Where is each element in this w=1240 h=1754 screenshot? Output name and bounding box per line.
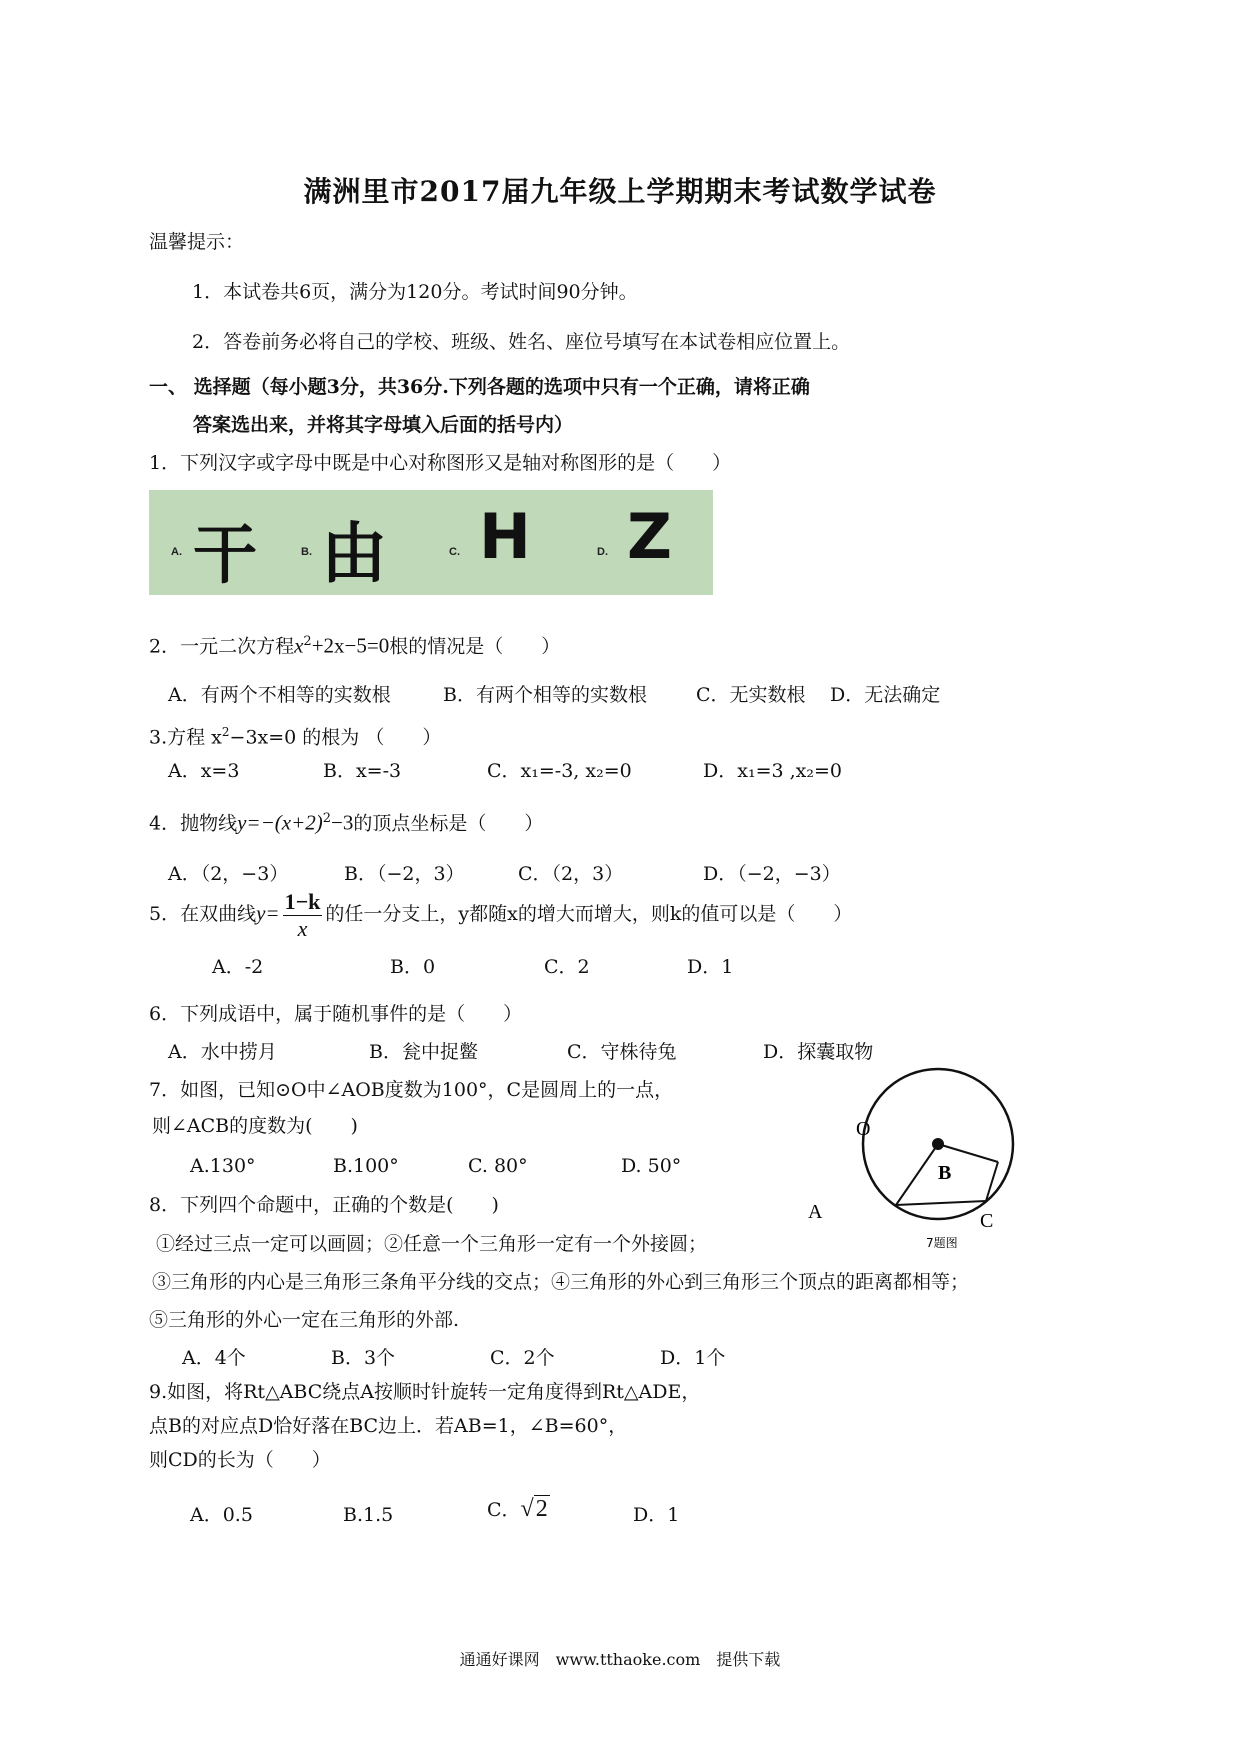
question-7-line1: 7．如图，已知⊙O中∠AOB度数为100°，C是圆周上的一点， (149, 1079, 674, 1101)
q8-statement-3: ⑤三角形的外心一定在三角形的外部. (149, 1309, 460, 1331)
q7-option-a: A.130° (190, 1155, 256, 1177)
q9-option-c (487, 1497, 550, 1522)
q3-option-d: D．x₁=3 ,x₂=0 (703, 760, 842, 782)
q2-suffix: 根的情况是（ ） (389, 635, 561, 658)
page-footer: 通通好课网 www.tthaoke.com 提供下载 (459, 1650, 781, 1669)
question-9-line3: 则CD的长为（ ） (149, 1449, 331, 1471)
question-8: 8．下列四个命题中，正确的个数是( ) (149, 1194, 499, 1216)
q7-option-c: C. 80° (468, 1155, 528, 1177)
q7-radius-ob (938, 1144, 998, 1162)
q7-chord-ac (896, 1201, 986, 1205)
q5-suffix: 的任一分支上，y都随x的增大而增大，则k的值可以是（ ） (325, 903, 853, 925)
q2-option-b: B．有两个相等的实数根 (443, 684, 647, 706)
question-4 (149, 807, 543, 835)
question-3 (149, 720, 441, 749)
q4-option-d: D．（−2，−3） (703, 863, 841, 885)
q3-exponent: 2 (221, 725, 230, 739)
tips-heading: 温馨提示： (149, 231, 245, 253)
q3-option-a: A．x=3 (168, 760, 240, 782)
q5-lhs: y= (256, 901, 280, 925)
q4-option-c: C．（2，3） (518, 863, 624, 885)
tip-item-2: 2．答卷前务必将自己的学校、班级、姓名、座位号填写在本试卷相应位置上。 (192, 331, 851, 353)
q9-option-c-radicand: 2 (535, 1496, 548, 1522)
q4-equation-rest: −3 (331, 810, 354, 835)
q4-suffix: 的顶点坐标是（ ） (353, 812, 544, 835)
q2-option-c: C．无实数根 (696, 684, 806, 706)
exam-title: 满洲里市2017届九年级上学期期末考试数学试卷 (303, 175, 937, 208)
q5-numerator: 1−k (284, 888, 321, 914)
question-9-line1: 9.如图，将Rt△ABC绕点A按顺时针旋转一定角度得到Rt△ADE， (149, 1381, 701, 1403)
q7-circle-figure (800, 1055, 1040, 1255)
q8-option-d: D．1个 (660, 1347, 726, 1369)
q1-option-d-label: D. (597, 546, 608, 558)
q9-option-d: D．1 (633, 1504, 680, 1526)
q7-label-a: A (808, 1201, 823, 1223)
q2-equation-var: x (294, 633, 304, 658)
q4-equation-main: y=−(x+2) (237, 810, 323, 835)
q3-option-b: B．x=-3 (323, 760, 402, 782)
q7-label-c: C (980, 1210, 994, 1232)
q1-glyph-h: H (479, 500, 531, 573)
q2-equation-exponent: 2 (303, 634, 312, 649)
q9-option-a: A．0.5 (190, 1504, 253, 1526)
q8-option-c: C．2个 (490, 1347, 555, 1369)
q5-prefix: 5．在双曲线 (149, 903, 257, 925)
question-2 (149, 630, 560, 658)
q5-option-c: C．2 (544, 956, 590, 978)
question-7-line2: 则∠ACB的度数为( ) (152, 1115, 358, 1137)
q1-glyph-you: 由 (321, 515, 387, 592)
q5-option-b: B．0 (390, 956, 436, 978)
q1-option-b-label: B. (301, 546, 312, 558)
question-9-line2: 点B的对应点D恰好落在BC边上．若AB=1，∠B=60°， (149, 1415, 628, 1437)
q8-statement-2: ③三角形的内心是三角形三条角平分线的交点；④三角形的外心到三角形三个顶点的距离都相等； (152, 1271, 970, 1293)
tip-item-1: 1．本试卷共6页，满分为120分。考试时间90分钟。 (192, 281, 638, 303)
q8-statement-1: ①经过三点一定可以画圆；②任意一个三角形一定有一个外接圆； (156, 1233, 708, 1255)
q6-option-c: C．守株待兔 (567, 1041, 677, 1063)
q7-radius-oa (896, 1144, 938, 1205)
q6-option-b: B．瓮中捉鳖 (369, 1041, 478, 1063)
q5-option-a: A．-2 (212, 956, 264, 978)
q8-option-b: B．3个 (331, 1347, 396, 1369)
q5-denominator: x (297, 915, 308, 941)
q1-glyph-gan: 干 (193, 519, 257, 593)
q1-option-a-label: A. (171, 546, 182, 558)
q8-option-a: A．4个 (182, 1347, 246, 1369)
q7-label-b: B (938, 1162, 952, 1184)
q3-suffix: −3x=0 的根为 （ ） (229, 726, 442, 749)
q2-equation-rest: +2x−5=0 (311, 633, 390, 658)
q9-option-c-prefix: C． (487, 1499, 521, 1521)
q6-option-a: A．水中捞月 (168, 1041, 277, 1063)
q7-option-d: D. 50° (621, 1155, 682, 1177)
question-1: 1．下列汉字或字母中既是中心对称图形又是轴对称图形的是（ ） (149, 452, 732, 474)
q6-option-d: D．探囊取物 (763, 1041, 874, 1063)
q1-option-c-label: C. (449, 546, 460, 558)
q4-option-a: A．（2，−3） (168, 863, 289, 885)
q4-prefix: 4．抛物线 (149, 812, 238, 835)
q5-option-d: D．1 (687, 956, 734, 978)
q2-prefix: 2．一元二次方程 (149, 635, 295, 658)
q4-option-b: B．（−2，3） (344, 863, 465, 885)
question-5 (149, 885, 852, 942)
section-heading-line2: 答案选出来，并将其字母填入后面的括号内） (193, 414, 574, 436)
q3-prefix: 3.方程 x (149, 726, 222, 749)
q7-option-b: B.100° (333, 1155, 399, 1177)
question-1-figure (149, 490, 713, 595)
q2-option-d: D．无法确定 (830, 684, 941, 706)
q9-option-b: B.1.5 (343, 1504, 394, 1526)
q7-label-o: O (856, 1118, 871, 1140)
section-heading-line1: 一、 选择题（每小题3分，共36分.下列各题的选项中只有一个正确，请将正确 (149, 376, 810, 398)
q7-figure-caption: 7题图 (926, 1236, 958, 1250)
q2-option-a: A．有两个不相等的实数根 (168, 684, 391, 706)
q9-option-c-sqrt: √2 (520, 1496, 548, 1522)
q1-glyph-z: Z (627, 500, 672, 573)
q5-fraction (283, 889, 323, 942)
question-6: 6．下列成语中，属于随机事件的是（ ） (149, 1003, 523, 1025)
q4-equation-exponent: 2 (322, 811, 332, 826)
q3-option-c: C．x₁=-3, x₂=0 (487, 760, 632, 782)
